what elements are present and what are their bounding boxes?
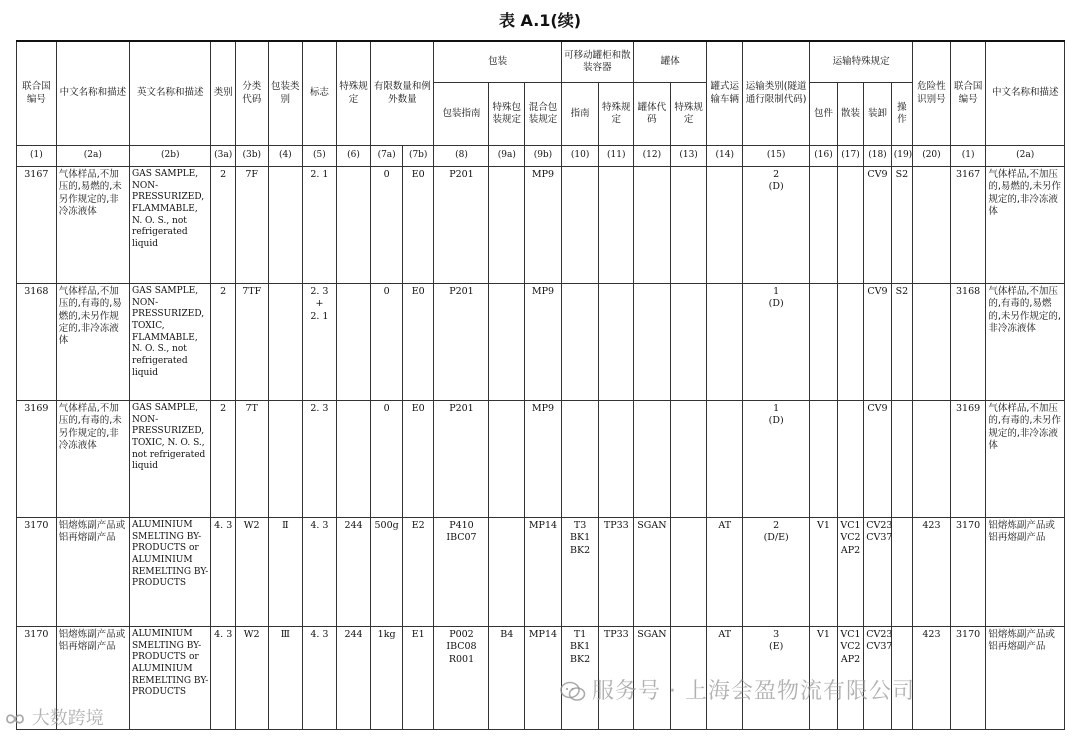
cell-text: TP33 <box>603 629 629 640</box>
cell-text: GAS SAMPLE, NON-PRESSURIZED, FLAMMABLE, N. O. S., not refrigerated liquid <box>132 169 205 250</box>
cell-text: 423 <box>922 520 941 531</box>
cell-label <box>303 627 337 730</box>
cell-class <box>211 401 235 518</box>
column-number: (9b) <box>525 146 562 167</box>
header-mixed-pack: 混合包装规定 <box>525 83 562 146</box>
header-special-prov: 运输特殊规定 <box>810 41 913 83</box>
cell-text: GAS SAMPLE, NON-PRESSURIZED, TOXIC, N. O. S., not refrigerated liquid <box>132 403 206 472</box>
cell-text: 2 <box>220 403 227 414</box>
cell-text: 2. 3 <box>310 403 329 414</box>
cell-text: 3170 <box>24 629 49 640</box>
cell-text: 7F <box>245 169 259 180</box>
cell-text: 3167 <box>24 169 49 180</box>
cell-class-code <box>235 167 268 284</box>
table-body <box>17 167 1065 730</box>
column-number: (17) <box>837 146 863 167</box>
cell-operation-provision <box>891 167 912 284</box>
column-number: (10) <box>561 146 599 167</box>
cell-text: 气体样品,不加压的,有毒的,易燃的,未另作规定的,非冷冻液体 <box>58 286 122 347</box>
header-tank-vehicle: 罐式运输车辆 <box>707 41 743 146</box>
cell-text: W2 <box>243 520 260 531</box>
header-class-code: 分类代码 <box>235 41 268 146</box>
watermark-right-text: 服务号 · 上海会盈物流有限公司 <box>592 679 915 704</box>
cell-loading-provision <box>864 518 891 627</box>
column-number: (5) <box>303 146 337 167</box>
cell-transport-category <box>743 167 810 284</box>
column-number: (9a) <box>489 146 525 167</box>
cell-text: V1 <box>817 629 830 640</box>
cell-text: 4. 3 <box>310 629 329 640</box>
cell-text: E0 <box>411 403 425 414</box>
cell-packing-group <box>268 627 303 730</box>
cell-text: S2 <box>895 169 909 180</box>
cell-special-provision <box>336 167 371 284</box>
cell-text: MP9 <box>531 403 555 414</box>
table-title: 表 A.1(续) <box>498 11 582 30</box>
cell-text: AT <box>718 520 732 531</box>
cell-text: TP33 <box>603 520 629 531</box>
cell-text: 铝熔炼副产品或铝再熔副产品 <box>988 520 1055 544</box>
cell-en-name <box>130 401 211 518</box>
cell-text: 气体样品,不加压的,易燃的,未另作规定的,非冷冻液体 <box>988 169 1061 218</box>
cell-text: B4 <box>500 629 514 640</box>
cell-un-no <box>17 284 57 401</box>
cell-text: SGAN <box>637 520 667 531</box>
cell-zh-name-right <box>986 518 1065 627</box>
cell-hazard-id <box>913 284 951 401</box>
header-op: 操作 <box>891 83 912 146</box>
cell-portable-instruction <box>561 284 599 401</box>
cell-transport-category <box>743 284 810 401</box>
header-pg: 包装类别 <box>268 41 303 146</box>
cell-loading-provision <box>864 401 891 518</box>
cell-portable-special <box>599 167 634 284</box>
cell-text: 4. 3 <box>310 520 329 531</box>
cell-transport-category <box>743 518 810 627</box>
column-number: (3b) <box>235 146 268 167</box>
cell-mixed-packing <box>525 401 562 518</box>
cell-class <box>211 284 235 401</box>
cell-text: 3168 <box>24 286 49 297</box>
cell-text: T3 BK1 BK2 <box>570 520 591 556</box>
cell-limited-qty <box>371 401 403 518</box>
cell-excepted-qty <box>402 401 434 518</box>
column-number: (2a) <box>986 146 1065 167</box>
header-sp: 特殊规定 <box>336 41 371 146</box>
cell-special-provision <box>336 401 371 518</box>
cell-special-provision <box>336 627 371 730</box>
header-un-no: 联合国编号 <box>17 41 57 146</box>
cell-tank-code <box>634 284 671 401</box>
cell-text: 244 <box>344 520 363 531</box>
cell-zh-name <box>56 518 129 627</box>
cell-excepted-qty <box>402 167 434 284</box>
cell-hazard-id <box>913 401 951 518</box>
cell-en-name <box>130 518 211 627</box>
cell-text: 7TF <box>242 286 262 297</box>
cell-packing-instruction <box>434 627 489 730</box>
cell-text: CV23 CV37 <box>866 520 893 544</box>
cell-excepted-qty <box>402 627 434 730</box>
cell-special-provision <box>336 518 371 627</box>
cell-text: 3169 <box>955 403 981 414</box>
header-transport-cat: 运输类别(隧道通行限制代码) <box>743 41 810 146</box>
cell-zh-name-right <box>986 401 1065 518</box>
cell-un-no-right <box>950 167 986 284</box>
cell-mixed-packing <box>525 518 562 627</box>
table-row <box>17 284 1065 401</box>
cell-portable-special <box>599 518 634 627</box>
cell-hazard-id <box>913 167 951 284</box>
column-number: (2a) <box>56 146 129 167</box>
cell-portable-instruction <box>561 167 599 284</box>
cell-packing-instruction <box>434 401 489 518</box>
cell-text: MP9 <box>531 286 555 297</box>
cell-text: 气体样品,不加压的,易燃的,未另作规定的,非冷冻液体 <box>58 169 122 218</box>
cell-text: E0 <box>411 169 425 180</box>
cell-text: P201 <box>449 286 474 297</box>
cell-transport-category <box>743 401 810 518</box>
cell-operation-provision <box>891 284 912 401</box>
cell-label <box>303 518 337 627</box>
cell-hazard-id <box>913 518 951 627</box>
cell-tank-vehicle <box>707 518 743 627</box>
cell-zh-name <box>56 167 129 284</box>
cell-un-no-right <box>950 284 986 401</box>
cell-portable-instruction <box>561 518 599 627</box>
cell-tank-special <box>670 284 707 401</box>
cell-text: 2 (D) <box>768 169 784 193</box>
cell-text: 3170 <box>955 520 981 531</box>
cell-text: CV23 CV37 <box>866 629 893 653</box>
table-row <box>17 167 1065 284</box>
header-hazard-id: 危险性识别号 <box>913 41 951 146</box>
column-number: (19) <box>891 146 912 167</box>
cell-un-no <box>17 518 57 627</box>
cell-portable-special <box>599 401 634 518</box>
cell-tank-vehicle <box>707 167 743 284</box>
cell-text: 4. 3 <box>214 520 233 531</box>
cell-text: 7T <box>245 403 258 414</box>
cell-limited-qty <box>371 167 403 284</box>
cell-text: 气体样品,不加压的,有毒的,未另作规定的,非冷冻液体 <box>988 403 1061 452</box>
cell-label <box>303 401 337 518</box>
header-packaging: 包装 <box>434 41 561 83</box>
watermark-service-account <box>560 674 915 705</box>
cell-un-no <box>17 401 57 518</box>
cell-tank-special <box>670 518 707 627</box>
cell-text: Ⅱ <box>282 520 289 531</box>
cell-special-packing <box>489 284 525 401</box>
cell-text: 244 <box>344 629 363 640</box>
cell-text: ALUMINIUM SMELTING BY-PRODUCTS or ALUMINIUM REMELTING BY-PRODUCTS <box>132 520 209 589</box>
cell-pkg-provision <box>810 284 837 401</box>
cell-bulk-provision <box>837 401 863 518</box>
cell-text: MP9 <box>531 169 555 180</box>
cell-excepted-qty <box>402 284 434 401</box>
cell-text: ALUMINIUM SMELTING BY-PRODUCTS or ALUMINIUM REMELTING BY-PRODUCTS <box>132 629 209 698</box>
header-port-instr: 指南 <box>561 83 599 146</box>
cell-text: 500g <box>374 520 399 531</box>
header-pack-instr: 包装指南 <box>434 83 489 146</box>
column-number: (12) <box>634 146 671 167</box>
dangerous-goods-table <box>16 40 1065 730</box>
cell-text: CV9 <box>867 169 888 180</box>
cell-text: 1kg <box>377 629 396 640</box>
header-tank: 罐体 <box>634 41 707 83</box>
cell-text: P201 <box>449 403 474 414</box>
cell-text: 2 <box>220 169 227 180</box>
cell-text: VC1 VC2 AP2 <box>840 520 861 556</box>
header-un-no-right: 联合国编号 <box>950 41 986 146</box>
cell-un-no-right <box>950 627 986 730</box>
cell-label <box>303 284 337 401</box>
cell-text: 3167 <box>955 169 981 180</box>
cell-text: 2 (D/E) <box>763 520 789 544</box>
cell-en-name <box>130 167 211 284</box>
cell-tank-code <box>634 401 671 518</box>
header-portable: 可移动罐柜和散装容器 <box>561 41 633 83</box>
cell-bulk-provision <box>837 284 863 401</box>
cell-limited-qty <box>371 518 403 627</box>
cell-text: MP14 <box>528 520 558 531</box>
cell-text: 铝熔炼副产品或铝再熔副产品 <box>58 629 126 653</box>
cell-tank-special <box>670 401 707 518</box>
cell-limited-qty <box>371 627 403 730</box>
cell-text: 2. 1 <box>310 169 329 180</box>
cell-class-code <box>235 627 268 730</box>
cell-text: 423 <box>922 629 941 640</box>
cell-special-packing <box>489 518 525 627</box>
cell-class <box>211 627 235 730</box>
header-zh-name-right: 中文名称和描述 <box>986 41 1065 146</box>
cell-text: 气体样品,不加压的,有毒的,未另作规定的,非冷冻液体 <box>58 403 122 452</box>
cell-text: P201 <box>449 169 474 180</box>
cell-text: 气体样品,不加压的,有毒的,易燃的,未另作规定的,非冷冻液体 <box>988 286 1061 335</box>
header-bulk: 散装 <box>837 83 863 146</box>
cell-text: 铝熔炼副产品或铝再熔副产品 <box>58 520 126 544</box>
cell-text: E1 <box>411 629 425 640</box>
column-number: (15) <box>743 146 810 167</box>
cell-en-name <box>130 284 211 401</box>
column-number: (8) <box>434 146 489 167</box>
cell-text: P410 IBC07 <box>446 520 477 544</box>
cell-special-packing <box>489 627 525 730</box>
watermark-left-text: 大数跨境 <box>31 708 104 729</box>
cell-packing-group <box>268 167 303 284</box>
cell-mixed-packing <box>525 284 562 401</box>
cell-text: 4. 3 <box>214 629 233 640</box>
cell-loading-provision <box>864 284 891 401</box>
header-lq-eq: 有限数量和例外数量 <box>371 41 434 146</box>
cell-tank-code <box>634 518 671 627</box>
cell-loading-provision <box>864 167 891 284</box>
cell-packing-group <box>268 518 303 627</box>
column-number: (4) <box>268 146 303 167</box>
cell-operation-provision <box>891 401 912 518</box>
table-row <box>17 401 1065 518</box>
cell-text: Ⅲ <box>280 629 290 640</box>
cell-text: GAS SAMPLE, NON-PRESSURIZED, TOXIC, FLAMMABLE, N. O. S., not refrigerated liquid <box>132 286 205 378</box>
cell-text: T1 BK1 BK2 <box>570 629 591 665</box>
column-number: (6) <box>336 146 371 167</box>
column-number: (20) <box>913 146 951 167</box>
header-port-sp: 特殊规定 <box>599 83 634 146</box>
column-number: (1) <box>950 146 986 167</box>
table-row <box>17 518 1065 627</box>
header-labels: 标志 <box>303 41 337 146</box>
header-zh-name: 中文名称和描述 <box>56 41 129 146</box>
cell-text: 2 <box>220 286 227 297</box>
cell-text: 铝熔炼副产品或铝再熔副产品 <box>988 629 1055 653</box>
header-tank-sp: 特殊规定 <box>670 83 707 146</box>
cell-text: E0 <box>411 286 425 297</box>
cell-special-packing <box>489 401 525 518</box>
cell-text: 1 (D) <box>768 286 784 310</box>
watermark-brand <box>4 704 104 730</box>
header-tank-code: 罐体代码 <box>634 83 671 146</box>
column-number: (14) <box>707 146 743 167</box>
column-number: (11) <box>599 146 634 167</box>
cell-packing-instruction <box>434 167 489 284</box>
cell-text: 3168 <box>955 286 981 297</box>
cell-pkg-provision <box>810 167 837 284</box>
cell-text: 3170 <box>955 629 981 640</box>
cell-tank-vehicle <box>707 401 743 518</box>
cell-class <box>211 167 235 284</box>
cell-text: AT <box>718 629 732 640</box>
cell-class-code <box>235 284 268 401</box>
cell-limited-qty <box>371 284 403 401</box>
cell-zh-name <box>56 284 129 401</box>
column-number: (16) <box>810 146 837 167</box>
cell-text: 3169 <box>24 403 49 414</box>
cell-text: S2 <box>895 286 909 297</box>
cell-un-no-right <box>950 518 986 627</box>
header-load: 装卸 <box>864 83 891 146</box>
cell-text: 2. 3 + 2. 1 <box>310 286 329 322</box>
column-number: (1) <box>17 146 57 167</box>
cell-mixed-packing <box>525 627 562 730</box>
cell-bulk-provision <box>837 167 863 284</box>
header-row-1 <box>17 41 1065 83</box>
cell-class-code <box>235 518 268 627</box>
header-pack-sp: 特殊包装规定 <box>489 83 525 146</box>
cell-text: 3 (E) <box>768 629 784 653</box>
cell-zh-name-right <box>986 167 1065 284</box>
column-number: (7a) <box>371 146 403 167</box>
cell-text: P002 IBC08 R001 <box>446 629 477 665</box>
cell-special-packing <box>489 167 525 284</box>
cell-pkg-provision <box>810 401 837 518</box>
cell-text: 0 <box>383 169 390 180</box>
cell-operation-provision <box>891 518 912 627</box>
cell-text: 0 <box>383 403 390 414</box>
cell-label <box>303 167 337 284</box>
column-number: (18) <box>864 146 891 167</box>
cell-text: MP14 <box>528 629 558 640</box>
cell-un-no-right <box>950 401 986 518</box>
cell-portable-special <box>599 284 634 401</box>
column-number: (7b) <box>402 146 434 167</box>
column-number-row <box>17 146 1065 167</box>
cell-hazard-id <box>913 627 951 730</box>
column-number: (2b) <box>130 146 211 167</box>
cell-text: CV9 <box>867 403 888 414</box>
cell-text: CV9 <box>867 286 888 297</box>
header-pkg: 包件 <box>810 83 837 146</box>
cell-excepted-qty <box>402 518 434 627</box>
cell-portable-instruction <box>561 401 599 518</box>
cell-packing-group <box>268 401 303 518</box>
cell-pkg-provision <box>810 518 837 627</box>
cell-packing-instruction <box>434 284 489 401</box>
cell-text: SGAN <box>637 629 667 640</box>
cell-tank-code <box>634 167 671 284</box>
brand-logo-icon <box>4 708 32 729</box>
cell-tank-vehicle <box>707 284 743 401</box>
cell-text: VC1 VC2 AP2 <box>840 629 861 665</box>
cell-un-no <box>17 167 57 284</box>
cell-tank-special <box>670 167 707 284</box>
cell-mixed-packing <box>525 167 562 284</box>
cell-text: 3170 <box>24 520 49 531</box>
cell-packing-instruction <box>434 518 489 627</box>
cell-packing-group <box>268 284 303 401</box>
header-class: 类别 <box>211 41 235 146</box>
cell-class <box>211 518 235 627</box>
cell-text: 1 (D) <box>768 403 784 427</box>
header-en-name: 英文名称和描述 <box>130 41 211 146</box>
column-number: (3a) <box>211 146 235 167</box>
cell-zh-name <box>56 401 129 518</box>
cell-zh-name-right <box>986 284 1065 401</box>
cell-text: E2 <box>411 520 425 531</box>
cell-text: W2 <box>243 629 260 640</box>
column-number: (13) <box>670 146 707 167</box>
cell-zh-name-right <box>986 627 1065 730</box>
cell-en-name <box>130 627 211 730</box>
cell-text: 0 <box>383 286 390 297</box>
wechat-icon <box>560 681 586 703</box>
cell-class-code <box>235 401 268 518</box>
cell-text: V1 <box>817 520 830 531</box>
cell-bulk-provision <box>837 518 863 627</box>
cell-special-provision <box>336 284 371 401</box>
